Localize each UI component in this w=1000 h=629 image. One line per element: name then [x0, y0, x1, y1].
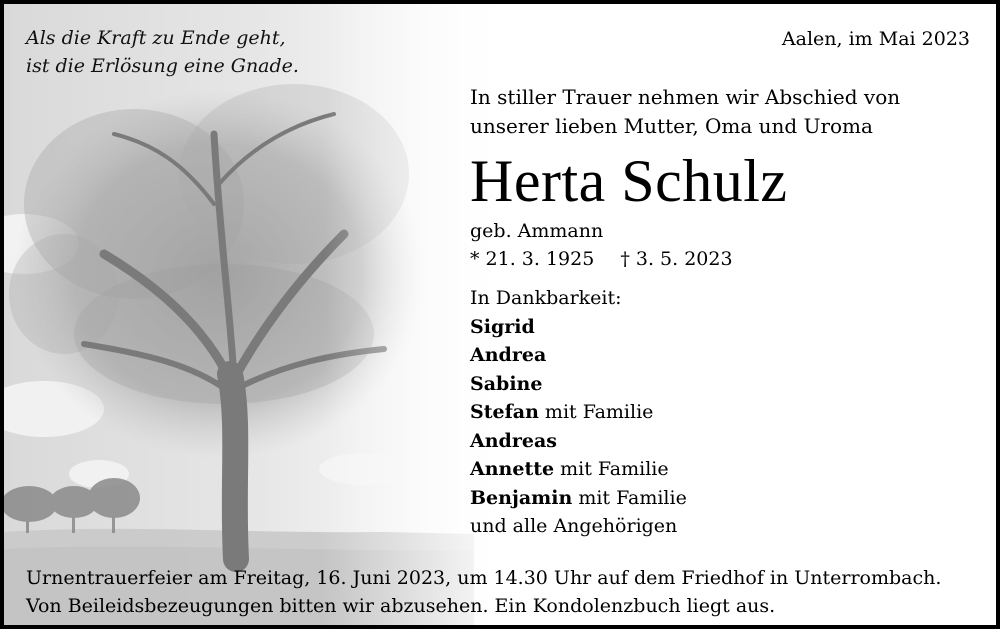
birth-name: geb. Ammann [470, 220, 604, 242]
mourner-name: Andrea [470, 344, 547, 366]
ceremony-line: Von Beileidsbezeugungen bitten wir abzusehen. Ein Kondolenzbuch liegt aus. [26, 595, 776, 617]
announcement [470, 83, 990, 541]
mourner-entry [470, 455, 990, 484]
motto-line: Als die Kraft zu Ende geht, [26, 27, 286, 49]
mourner-entry [470, 341, 990, 370]
ceremony-info [26, 564, 941, 620]
place-date: Aalen, im Mai 2023 [781, 28, 970, 50]
mourner-name: Annette [470, 458, 555, 480]
mourner-entry [470, 484, 990, 513]
intro-text [470, 83, 990, 141]
mourner-name: Stefan [470, 401, 539, 423]
thanks-heading: In Dankbarkeit: [470, 287, 622, 309]
mourner-suffix: mit Familie [554, 458, 669, 480]
mourner-entry [470, 313, 990, 342]
mourners-list [470, 284, 990, 541]
mourner-entry [470, 427, 990, 456]
motto [26, 24, 299, 80]
life-dates [470, 245, 990, 273]
birth-date: * 21. 3. 1925 [470, 248, 595, 270]
mourner-name: Sigrid [470, 315, 535, 338]
mourner-suffix: mit Familie [538, 401, 654, 423]
thanks-closing: und alle Angehörigen [470, 515, 678, 537]
motto-line: ist die Erlösung eine Gnade. [26, 55, 299, 77]
mourner-name: Sabine [470, 372, 543, 395]
mourner-entry [470, 370, 990, 399]
intro-line: In stiller Trauer nehmen wir Abschied von [470, 85, 901, 109]
mourner-name: Andreas [470, 429, 557, 452]
ceremony-line: Urnentrauerfeier am Freitag, 16. Juni 2023, um 14.30 Uhr auf dem Friedhof in Unterrombach. [26, 567, 942, 589]
death-date: † 3. 5. 2023 [620, 248, 733, 270]
mourner-suffix: mit Familie [572, 486, 687, 509]
mourner-name: Benjamin [470, 486, 573, 509]
deceased-name: Herta Schulz [470, 148, 788, 214]
intro-line: unserer lieben Mutter, Oma und Uroma [470, 114, 873, 138]
mourner-entry [470, 398, 990, 427]
